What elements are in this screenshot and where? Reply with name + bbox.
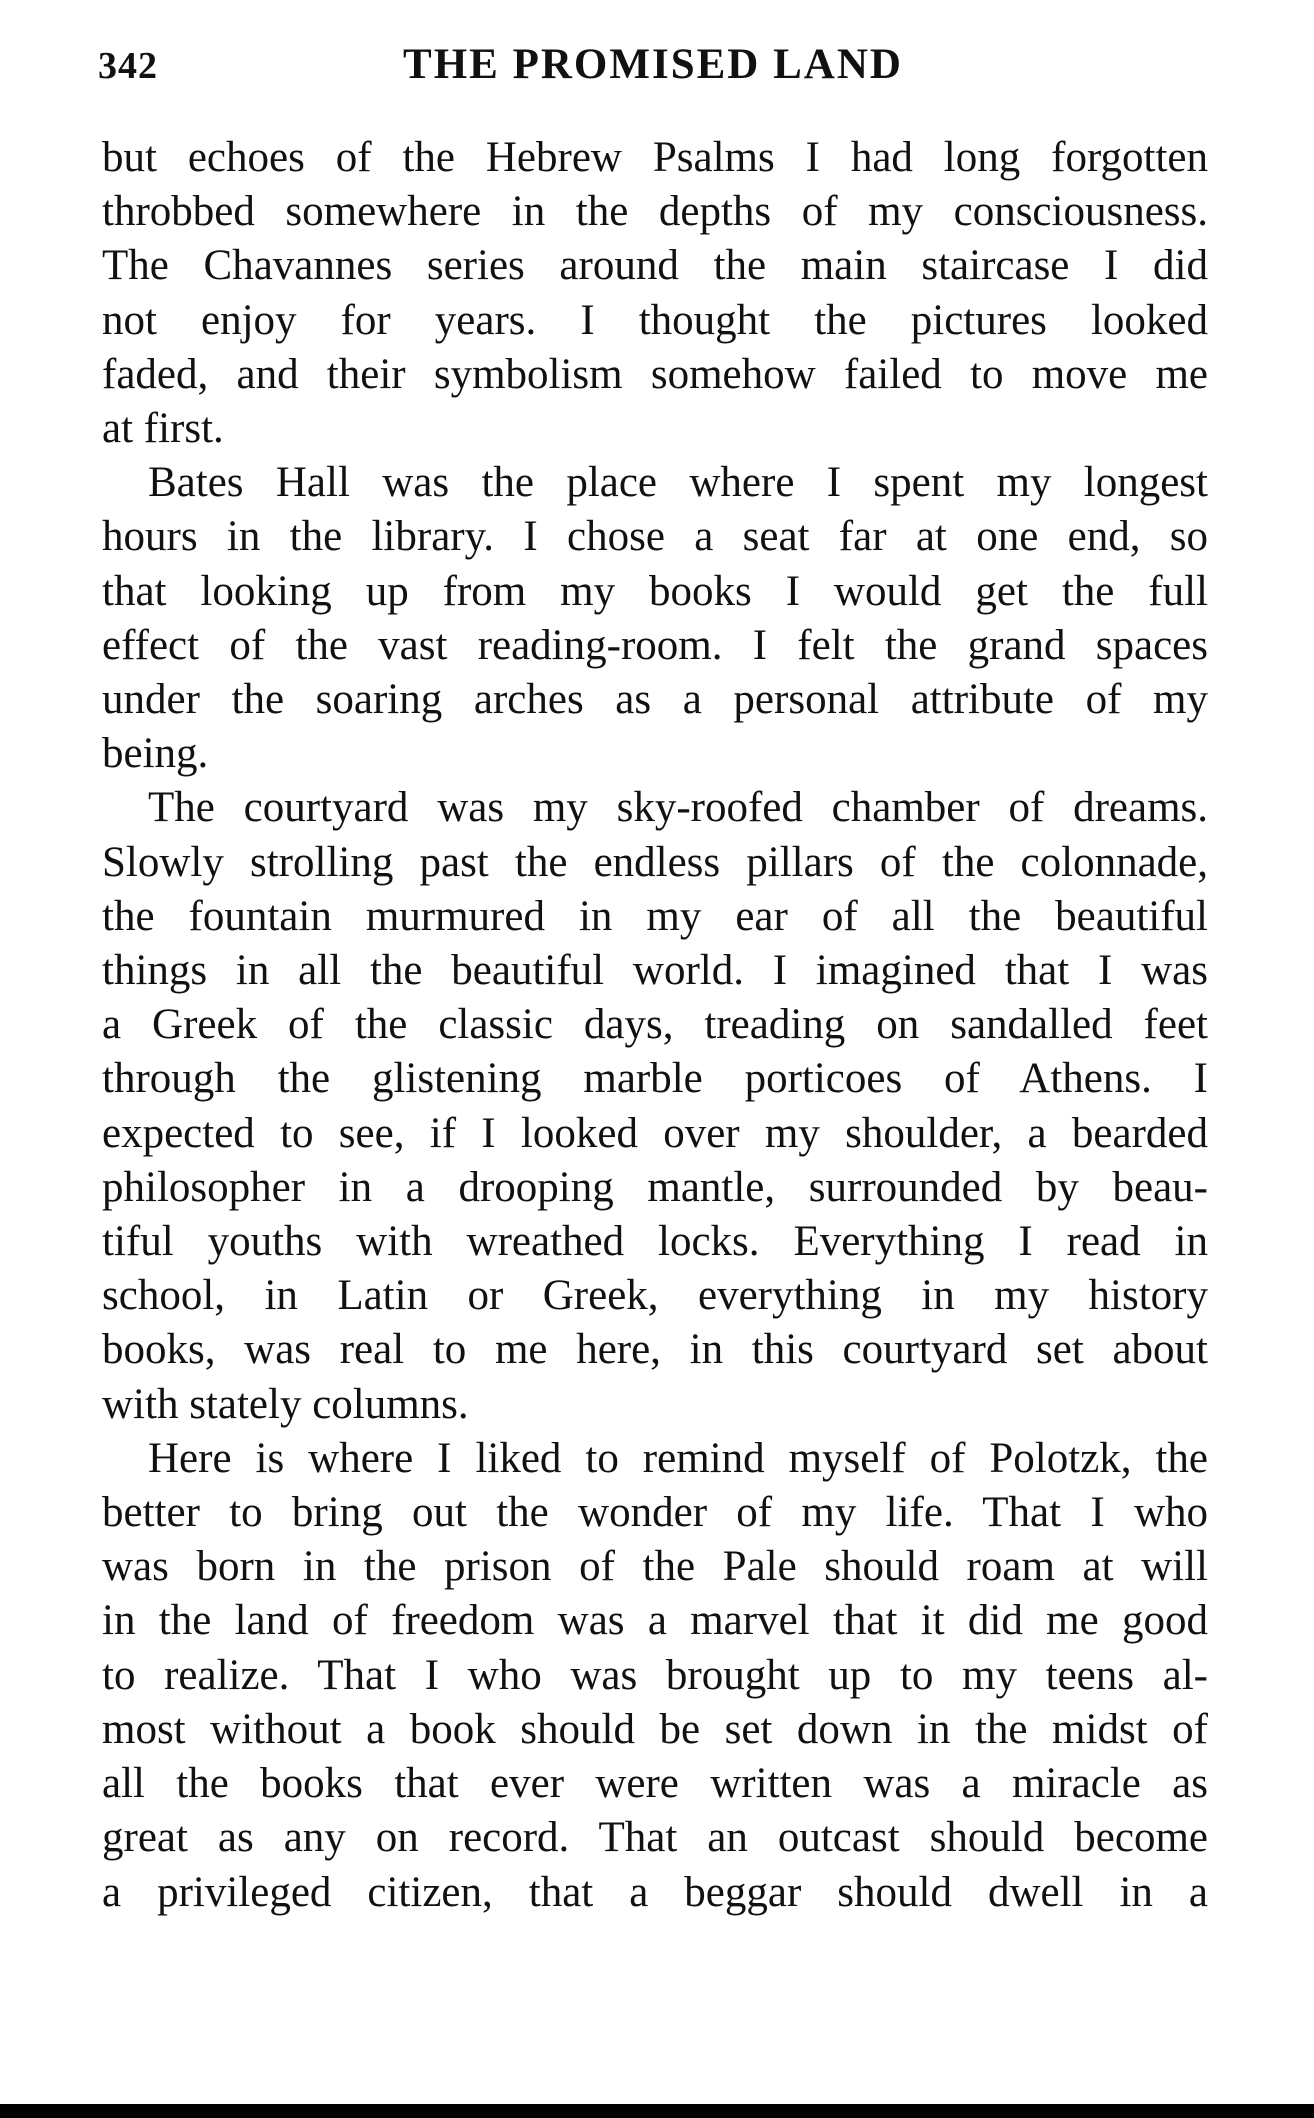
text-line: most without a book should be set down in the midst of <box>102 1705 1208 1753</box>
text-line: tiful youths with wreathed locks. Everything I read in <box>102 1218 1208 1266</box>
text-line: great as any on record. That an outcast should become <box>102 1814 1208 1862</box>
text-line: the fountain murmured in my ear of all the beautiful <box>102 892 1208 940</box>
text-line: all the books that ever were written was a miracle as <box>102 1760 1208 1808</box>
text-line: that looking up from my books I would get the full <box>102 567 1208 615</box>
text-line: at first. <box>102 405 224 453</box>
text-line: a privileged citizen, that a beggar should dwell in a <box>102 1868 1208 1916</box>
text-line: Slowly strolling past the endless pillars of the colonnade, <box>102 838 1208 886</box>
text-line: expected to see, if I looked over my shoulder, a bearded <box>102 1109 1208 1157</box>
text-line: throbbed somewhere in the depths of my consciousness. <box>102 188 1208 236</box>
paragraph-4 <box>102 1432 1208 1920</box>
text-line: The Chavannes series around the main staircase I did <box>102 242 1208 290</box>
running-head <box>98 40 1208 100</box>
text-line: was born in the prison of the Pale should roam at will <box>102 1543 1208 1591</box>
text-line: hours in the library. I chose a seat far at one end, so <box>102 513 1208 561</box>
text-line: The courtyard was my sky-roofed chamber of dreams. <box>148 784 1208 832</box>
text-line: Here is where I liked to remind myself of Polotzk, the <box>148 1434 1208 1482</box>
running-title: THE PROMISED LAND <box>403 41 903 88</box>
text-line: to realize. That I who was brought up to my teens al- <box>102 1651 1208 1699</box>
text-line: faded, and their symbolism somehow failed to move me <box>102 350 1208 398</box>
text-line: effect of the vast reading-room. I felt the grand spaces <box>102 621 1208 669</box>
text-line: in the land of freedom was a marvel that it did me good <box>102 1597 1208 1645</box>
text-line: but echoes of the Hebrew Psalms I had long forgotten <box>102 134 1208 181</box>
paragraph-1 <box>102 131 1208 456</box>
body-text <box>102 131 1208 1920</box>
text-line: books, was real to me here, in this courtyard set about <box>102 1326 1208 1374</box>
text-line: with stately columns. <box>102 1380 469 1428</box>
text-line: things in all the beautiful world. I imagined that I was <box>102 947 1208 995</box>
text-line: a Greek of the classic days, treading on sandalled feet <box>102 1001 1208 1049</box>
text-line: not enjoy for years. I thought the pictures looked <box>102 296 1208 344</box>
text-line: school, in Latin or Greek, everything in my history <box>102 1272 1208 1320</box>
paragraph-3 <box>102 781 1208 1431</box>
text-line: philosopher in a drooping mantle, surrounded by beau- <box>102 1163 1208 1211</box>
text-line: through the glistening marble porticoes of Athens. I <box>102 1055 1208 1103</box>
paragraph-2 <box>102 456 1208 781</box>
page-number: 342 <box>98 45 158 87</box>
text-line: under the soaring arches as a personal attribute of my <box>102 676 1208 724</box>
scan-bottom-edge <box>0 2104 1314 2118</box>
text-line: Bates Hall was the place where I spent my longest <box>148 459 1208 507</box>
text-line: being. <box>102 730 209 778</box>
text-line: better to bring out the wonder of my life. That I who <box>102 1489 1208 1537</box>
